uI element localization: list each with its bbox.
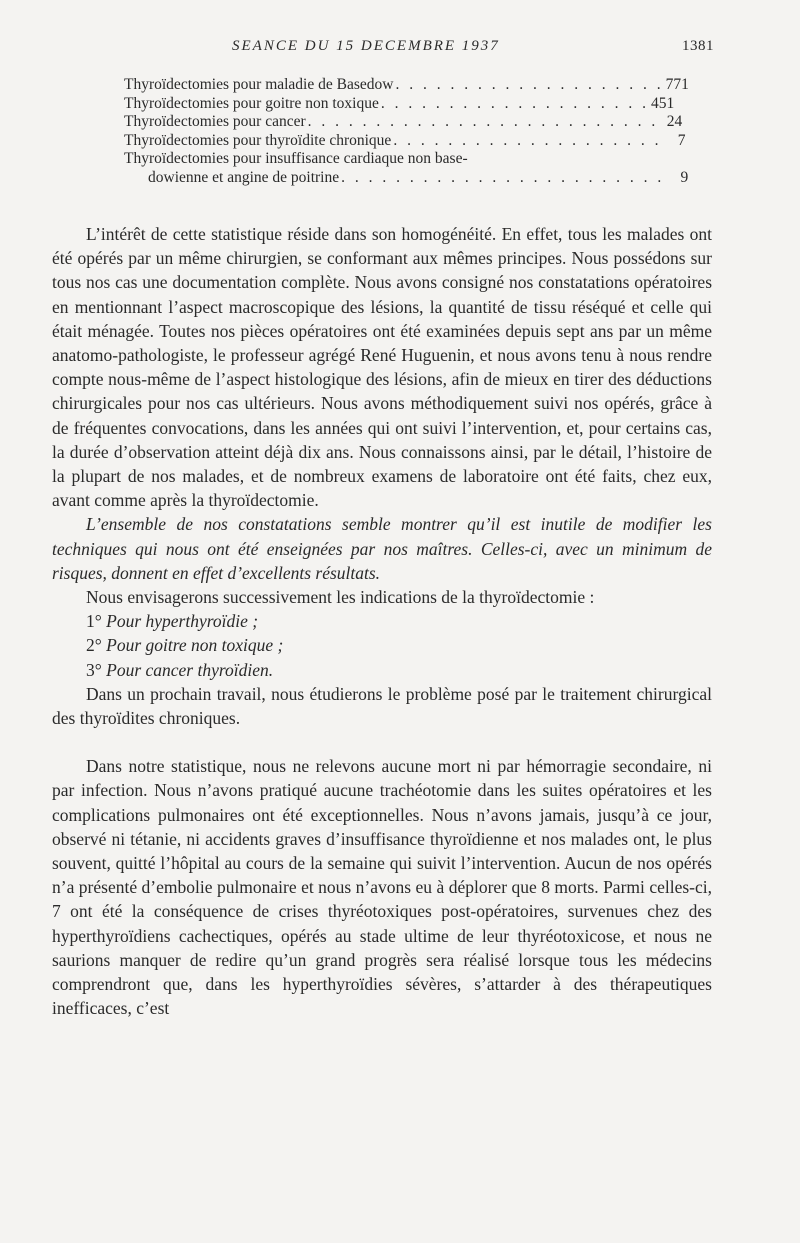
- stat-count: 7: [677, 131, 686, 149]
- body-text: [52, 222, 712, 1021]
- list-number: 2°: [86, 635, 102, 656]
- paragraph: Dans un prochain travail, nous étudierons le problème posé par le traitement chirurgical des thyroïdites chroniques.: [52, 683, 712, 729]
- paragraph: Nous envisagerons successivement les indications de la thyroïdectomie :: [86, 587, 595, 608]
- paragraph-italic: L’ensemble de nos constatations semble montrer qu’il est inutile de modifier les techniques qui nous ont été enseignées par nos maîtres. Celles-ci, avec un minimum de risques, donnent en effet d’excellents résultats.: [52, 514, 712, 583]
- stat-row: [124, 94, 675, 114]
- running-title: SEANCE DU 15 DECEMBRE 1937: [232, 38, 500, 54]
- stat-row: [124, 150, 644, 169]
- stat-count: 9: [680, 168, 689, 186]
- leader-dots: . . . . . . . . . . . . . . . . . . . . . . . .: [341, 168, 665, 186]
- stat-label: Thyroïdectomies pour maladie de Basedow: [124, 76, 394, 93]
- stat-row: [124, 168, 689, 188]
- list-item: [52, 658, 712, 682]
- leader-dots: . . . . . . . . . . . . . . . . . . . .: [393, 131, 662, 149]
- stat-label: Thyroïdectomies pour cancer: [124, 113, 306, 130]
- leader-dots: . . . . . . . . . . . . . . . . . . . .: [380, 94, 649, 112]
- stat-label: Thyroïdectomies pour goitre non toxique: [124, 94, 379, 112]
- page-header: [0, 38, 800, 58]
- list-text: Pour cancer thyroïdien.: [106, 659, 274, 680]
- paragraph: L’intérêt de cette statistique réside dans son homogénéité. En effet, tous les malades ont été opérés par un même chirurgien, se conformant aux mêmes principes. Nous possédons sur tous nos cas une documentation complète. Nous avons consigné nos constatations opératoires en mentionnant l’aspect macroscopique des lésions, la quantité de tissu réséqué et celle qui était ménagée. Toutes nos pièces opératoires ont été examinées depuis sept ans par un même anatomo-pathologiste, le professeur agrégé René Huguenin, et nous avons tenu à nous rendre compte nous-même de l’aspect histologique des lésions, afin de mieux en tirer des déductions chirurgicales pour nos cas ultérieurs. Nous avons méthodiquement suivi nos opérés, grâce à de fréquentes convocations, dans les années qui ont suivi l’intervention, et, pour certains cas, la durée d’observation atteint déjà dix ans. Nous connaissons ainsi, par le détail, l’histoire de la plupart de nos malades, et de nombreux examens de laboratoire ont été faits, chez eux, avant comme après la thyroïdectomie.: [52, 224, 712, 511]
- section-break: [52, 730, 712, 754]
- list-item: [52, 633, 712, 657]
- leader-dots: . . . . . . . . . . . . . . . . . . . . . . . . . .: [307, 113, 659, 130]
- stat-row: [124, 113, 683, 132]
- stat-label: Thyroïdectomies pour thyroïdite chronique: [124, 131, 392, 149]
- stat-row: [124, 131, 686, 151]
- list-number: 3°: [86, 659, 102, 680]
- stat-label: Thyroïdectomies pour insuffisance cardiaque non base-: [124, 150, 468, 167]
- stat-label: dowienne et angine de poitrine: [148, 168, 340, 186]
- stat-count: 771: [665, 76, 689, 93]
- stat-row: [124, 76, 689, 95]
- stat-count: 24: [666, 113, 683, 130]
- list-item: [52, 609, 712, 633]
- list-text: Pour hyperthyroïdie ;: [106, 611, 259, 632]
- list-text: Pour goitre non toxique ;: [106, 635, 284, 656]
- statistics-list: [124, 76, 689, 187]
- leader-dots: . . . . . . . . . . . . . . . . . . . .: [395, 76, 664, 93]
- stat-count: 451: [650, 94, 675, 112]
- list-number: 1°: [86, 611, 102, 632]
- page-number: 1381: [682, 38, 714, 54]
- paragraph: Dans notre statistique, nous ne relevons aucune mort ni par hémorragie secondaire, ni par infection. Nous n’avons pratiqué aucune trachéotomie dans les suites opératoires et les complications pulmonaires ont été exceptionnelles. Nous n’avons jamais, jusqu’à ce jour, observé ni tétanie, ni accidents graves d’insuffisance thyroïdienne et nos malades ont, le plus souvent, quitté l’hôpital au cours de la semaine qui suivit l’intervention. Aucun de nos opérés n’a présenté d’embolie pulmonaire et nous n’avons eu à déplorer que 8 morts. Parmi celles-ci, 7 ont été la conséquence de crises thyréotoxiques post-opératoires, survenues chez des hyperthyroïdiens cachectiques, opérés au stade ultime de leur thyréotoxicose, et nous ne saurions manquer de redire qu’un grand progrès sera réalisé lorsque tous les médecins comprendront que, dans les hyperthyroïdies sévères, s’attarder à des thérapeutiques inefficaces, c’est: [52, 756, 712, 1019]
